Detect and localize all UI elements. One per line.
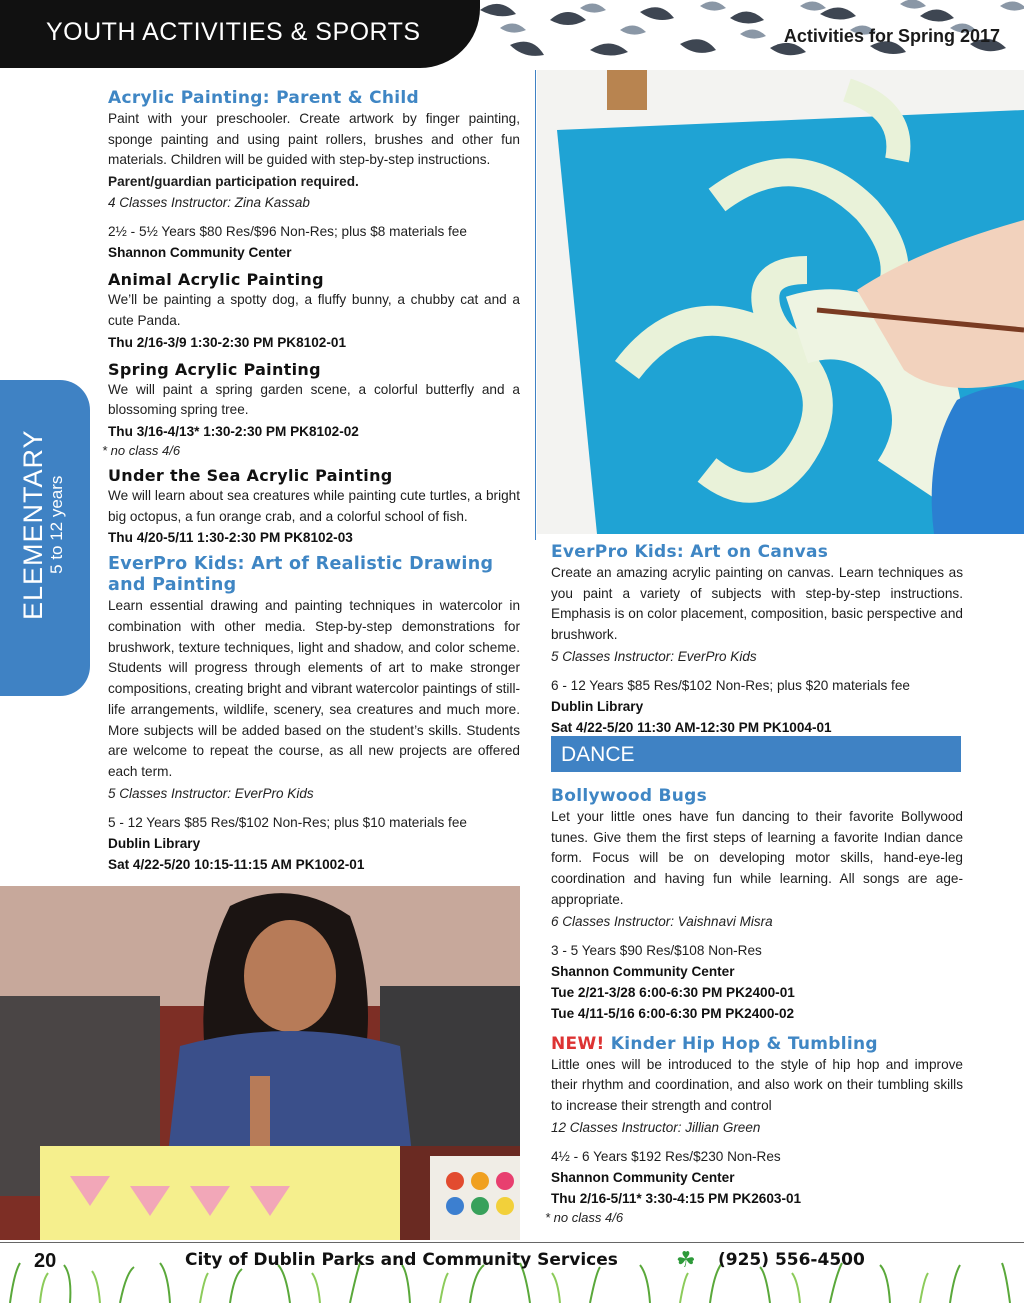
class-meta: 5 Classes Instructor: EverPro Kids [108, 785, 314, 801]
section-title: YOUTH ACTIVITIES & SPORTS [46, 18, 421, 46]
class-animal-acrylic [108, 269, 520, 352]
page-header [0, 0, 1024, 68]
class-under-the-sea [108, 465, 520, 548]
page-number: 20 [34, 1250, 57, 1272]
side-tab-text [18, 429, 66, 620]
class-meta: 5 Classes Instructor: EverPro Kids [551, 648, 757, 664]
class-title [551, 1034, 963, 1055]
class-description: We will learn about sea creatures while painting cute turtles, a bright big octopus, a fun orange crab, and a colorful school of fish. [108, 487, 520, 524]
class-acrylic-parent-child [108, 88, 520, 263]
footer-org: City of Dublin Parks and Community Services [185, 1250, 618, 1270]
column-divider [535, 70, 536, 540]
class-info: 5 - 12 Years $85 Res/$102 Non-Res; plus $10 materials fee [108, 814, 467, 830]
class-title: Bollywood Bugs [551, 786, 708, 806]
right-column [551, 542, 963, 738]
class-schedule: Sat 4/22-5/20 11:30 AM-12:30 PM PK1004-01 [551, 719, 832, 735]
class-description: Create an amazing acrylic painting on canvas. Learn techniques as you paint a variety of subjects with step-by-step instructions. Emphasis is on color placement, composition, basic perspective and brushwork. [551, 565, 963, 643]
class-title: Spring Acrylic Painting [108, 359, 321, 379]
class-bollywood-bugs [551, 786, 963, 1024]
shamrock-icon: ☘ [676, 1247, 696, 1272]
left-column [102, 88, 520, 875]
class-meta: 4 Classes Instructor: Zina Kassab [108, 195, 310, 211]
class-footnote: * no class 4/6 [545, 1209, 624, 1225]
right-column-dance [545, 786, 963, 1226]
class-info: 3 - 5 Years $90 Res/$108 Non-Res [551, 942, 762, 958]
class-location: Dublin Library [551, 698, 644, 714]
class-info: 2½ - 5½ Years $80 Res/$96 Non-Res; plus $8 materials fee [108, 224, 467, 240]
class-kinder-hip-hop [545, 1033, 963, 1226]
class-location: Shannon Community Center [108, 245, 292, 261]
page-footer [0, 1238, 1024, 1303]
class-location: Dublin Library [108, 835, 201, 851]
class-description: Learn essential drawing and painting techniques in watercolor in combination with other media. Step-by-step demonstrations for brushwork, texture techniques, light and shadow, and color scheme. Students will progress through elements of art to make stronger compositions, creating bright and vibrant watercolor paintings of still-life arrangements, wildlife, scenery, sea creatures and much more. More subjects will be added based on the student’s skills. Students are welcome to repeat the course, as all new projects are offered each term. [108, 598, 520, 779]
class-schedule: Tue 4/11-5/16 6:00-6:30 PM PK2400-02 [551, 1005, 795, 1021]
class-info: 4½ - 6 Years $192 Res/$230 Non-Res [551, 1148, 781, 1164]
class-footnote: * no class 4/6 [102, 442, 181, 458]
class-location: Shannon Community Center [551, 963, 735, 979]
class-description: Little ones will be introduced to the style of hip hop and improve their rhythm and coordination, and also work on their tumbling skills to increase their strength and control [551, 1056, 963, 1113]
class-description: We’ll be painting a spotty dog, a fluffy bunny, a chubby cat and a cute Panda. [108, 292, 520, 328]
footer-phone: (925) 556-4500 [718, 1250, 865, 1270]
girl-painting-photo [0, 886, 520, 1240]
class-title-text: Kinder Hip Hop & Tumbling [610, 1033, 878, 1054]
girl-illustration [0, 886, 520, 1240]
class-title: Animal Acrylic Painting [108, 270, 324, 290]
class-meta: 12 Classes Instructor: Jillian Green [551, 1119, 761, 1135]
class-schedule: Thu 3/16-4/13* 1:30-2:30 PM PK8102-02 [108, 423, 359, 439]
class-title: EverPro Kids: Art of Realistic Drawing and Painting [108, 554, 494, 596]
class-location: Shannon Community Center [551, 1169, 735, 1185]
side-tab-label: ELEMENTARY [18, 429, 48, 620]
class-title: Acrylic Painting: Parent & Child [108, 88, 419, 108]
new-badge: NEW! [551, 1033, 605, 1054]
class-title: EverPro Kids: Art on Canvas [551, 542, 829, 562]
class-info: 6 - 12 Years $85 Res/$102 Non-Res; plus $20 materials fee [551, 677, 910, 693]
class-schedule: Thu 4/20-5/11 1:30-2:30 PM PK8102-03 [108, 530, 353, 546]
grass-decoration [0, 1238, 1024, 1303]
painting-on-canvas-photo [537, 70, 1024, 534]
class-realistic-drawing [108, 554, 520, 874]
class-schedule: Thu 2/16-3/9 1:30-2:30 PM PK8102-01 [108, 334, 347, 350]
side-tab-ages: 5 to 12 years [47, 475, 66, 574]
class-spring-acrylic [102, 359, 520, 459]
dance-section-header [551, 736, 961, 772]
class-title: Under the Sea Acrylic Painting [108, 465, 393, 485]
class-description: Let your little ones have fun dancing to their favorite Bollywood tunes. Give them the first steps of learning a favorite Indian dance form. Focus will be on developing motor skills, hand-eye-leg coordination and having fun while learning. All songs are age-appropriate. [551, 809, 963, 907]
class-meta: 6 Classes Instructor: Vaishnavi Misra [551, 913, 773, 929]
class-description: We will paint a spring garden scene, a colorful butterfly and a blossoming spring tree. [108, 381, 520, 418]
painting-illustration [537, 70, 1024, 534]
class-description: Paint with your preschooler. Create artwork by finger painting, sponge painting and using paint rollers, brushes and other fun materials. Children will be guided with step-by-step instructions. [108, 111, 520, 168]
footer-divider [0, 1242, 1024, 1243]
class-schedule: Sat 4/22-5/20 10:15-11:15 AM PK1002-01 [108, 856, 365, 872]
season-label: Activities for Spring 2017 [783, 26, 1000, 46]
dance-section-label: DANCE [561, 743, 635, 766]
class-schedule: Thu 2/16-5/11* 3:30-4:15 PM PK2603-01 [551, 1190, 802, 1206]
class-schedule: Tue 2/21-3/28 6:00-6:30 PM PK2400-01 [551, 984, 795, 1000]
class-art-on-canvas [551, 542, 963, 738]
class-note: Parent/guardian participation required. [108, 174, 359, 190]
